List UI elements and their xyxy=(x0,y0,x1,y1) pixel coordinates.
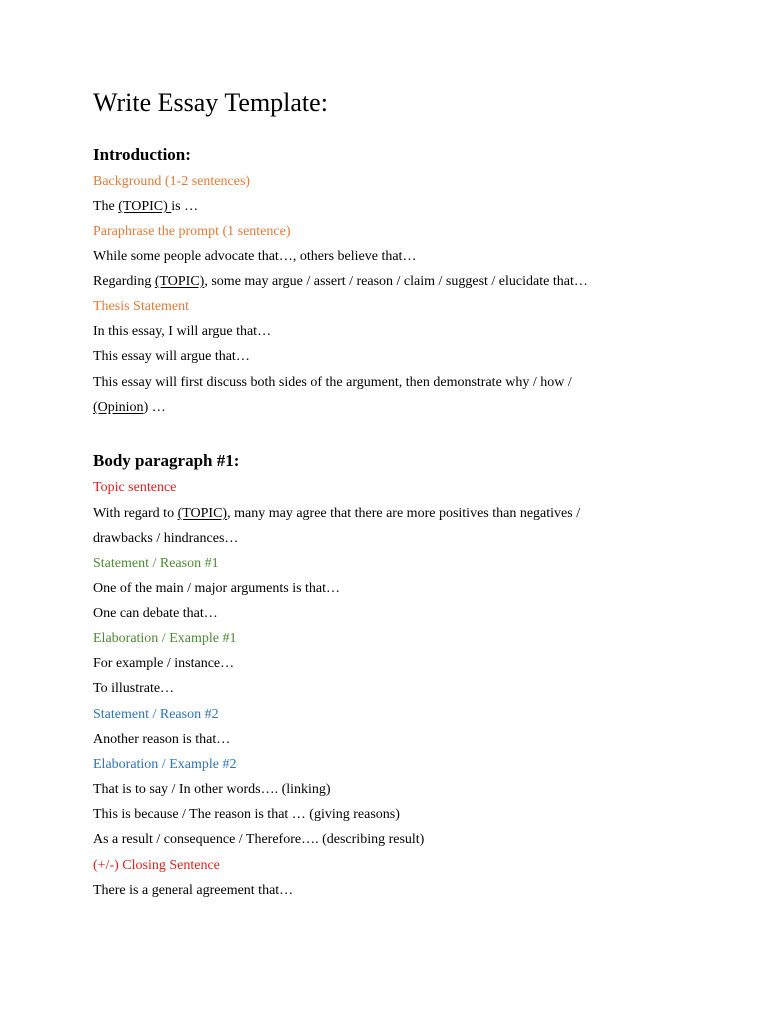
paraphrase-sentence-2 xyxy=(93,273,588,291)
example-2-sentence-1: That is to say / In other words…. (linking) xyxy=(93,782,331,797)
example-2-sentence-3: As a result / consequence / Therefore…. (describing result) xyxy=(93,832,425,847)
text-segment: ) … xyxy=(143,400,166,415)
introduction-heading: Introduction: xyxy=(93,145,191,164)
topic-placeholder: (TOPIC) xyxy=(154,274,205,289)
text-segment: is … xyxy=(171,199,199,214)
topic-placeholder: (TOPIC) xyxy=(118,199,172,214)
thesis-sentence-4 xyxy=(93,399,166,417)
example-2-sentence-2: This is because / The reason is that … (giving reasons) xyxy=(93,807,400,822)
closing-sentence-label: (+/-) Closing Sentence xyxy=(93,858,220,873)
body-paragraph-heading: Body paragraph #1: xyxy=(93,451,240,470)
topic-sentence-label: Topic sentence xyxy=(93,480,177,495)
thesis-label: Thesis Statement xyxy=(93,299,190,314)
closing-sentence-1: There is a general agreement that… xyxy=(93,883,294,898)
text-segment: , many may agree that there are more positives than negatives / xyxy=(227,506,581,521)
text-segment: With regard to xyxy=(93,506,178,521)
opinion-placeholder: (Opinion xyxy=(93,400,144,415)
paraphrase-sentence-1: While some people advocate that…, others believe that… xyxy=(93,249,417,264)
text-segment: , some may argue / assert / reason / claim / suggest / elucidate that… xyxy=(204,274,588,289)
reason-1-label: Statement / Reason #1 xyxy=(93,556,219,571)
example-2-label: Elaboration / Example #2 xyxy=(93,757,237,772)
example-1-sentence-1: For example / instance… xyxy=(93,656,235,671)
reason-2-sentence-1: Another reason is that… xyxy=(93,732,231,747)
text-segment: The xyxy=(93,199,119,214)
topic-sentence-1 xyxy=(93,505,580,523)
page-title: Write Essay Template: xyxy=(93,88,328,117)
background-sentence xyxy=(93,198,198,216)
thesis-sentence-2: This essay will argue that… xyxy=(93,349,250,364)
thesis-sentence-3: This essay will first discuss both sides of the argument, then demonstrate why / how / xyxy=(93,375,572,390)
reason-1-sentence-1: One of the main / major arguments is that… xyxy=(93,581,341,596)
background-label: Background (1-2 sentences) xyxy=(93,174,251,189)
paraphrase-label: Paraphrase the prompt (1 sentence) xyxy=(93,224,291,239)
reason-1-sentence-2: One can debate that… xyxy=(93,606,218,621)
thesis-sentence-1: In this essay, I will argue that… xyxy=(93,324,272,339)
reason-2-label: Statement / Reason #2 xyxy=(93,707,219,722)
text-segment: Regarding xyxy=(93,274,155,289)
topic-placeholder: (TOPIC) xyxy=(177,506,228,521)
example-1-label: Elaboration / Example #1 xyxy=(93,631,237,646)
topic-sentence-2: drawbacks / hindrances… xyxy=(93,531,239,546)
example-1-sentence-2: To illustrate… xyxy=(93,681,175,696)
